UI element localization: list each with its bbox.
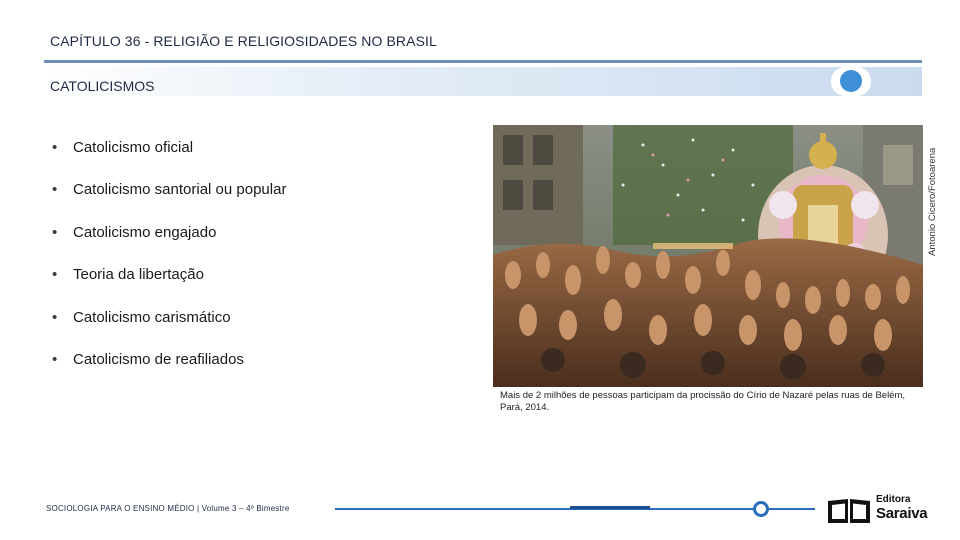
bullet-text: Catolicismo carismático [73, 308, 231, 326]
publisher-logo [826, 494, 940, 526]
bullet-text: Catolicismo de reafiliados [73, 350, 244, 368]
bullet-text: Catolicismo oficial [73, 139, 194, 156]
band-dot-decoration [840, 70, 862, 92]
footer-text: SOCIOLOGIA PARA O ENSINO MÉDIO | Volume 3 – 4º Bimestre [46, 504, 290, 513]
bullet-item [52, 138, 286, 180]
bullet-dot: • [52, 350, 58, 368]
bullet-dot: • [52, 308, 58, 326]
bullet-text: Catolicismo engajado [73, 223, 217, 241]
chapter-title: CAPÍTULO 36 - RELIGIÃO E RELIGIOSIDADES NO BRASIL [50, 33, 437, 49]
bullet-dot: • [52, 266, 58, 284]
bullet-dot: • [52, 181, 58, 199]
bullet-item [52, 223, 286, 265]
section-band [44, 67, 922, 96]
bullet-text: Catolicismo santorial ou popular [73, 181, 287, 199]
bullet-dot: • [52, 139, 58, 156]
bullet-item [52, 180, 286, 222]
title-rule [44, 60, 922, 63]
photo-caption: Mais de 2 milhões de pessoas participam da procissão do Círio de Nazaré pelas ruas de Belém, Pará, 2014. [500, 390, 906, 413]
section-label: CATOLICISMOS [50, 78, 155, 94]
logo-text-saraiva: Saraiva [876, 505, 928, 522]
footer-ring-decoration [753, 501, 769, 517]
footer-rule [335, 508, 755, 510]
book-icon [826, 497, 872, 525]
bullet-item [52, 350, 286, 392]
procession-photo [493, 125, 923, 387]
bullet-dot: • [52, 223, 58, 241]
logo-text-editora: Editora [876, 494, 911, 505]
footer-rule-accent [570, 506, 650, 509]
bullet-text: Teoria da libertação [73, 266, 204, 284]
footer-rule-right [769, 508, 815, 510]
photo-credit: Antonio Cicero/Fotoarena [927, 147, 938, 256]
bullet-item [52, 265, 286, 307]
bullet-item [52, 308, 286, 350]
bullet-list [52, 138, 286, 392]
procession-photo-illustration [493, 125, 923, 387]
